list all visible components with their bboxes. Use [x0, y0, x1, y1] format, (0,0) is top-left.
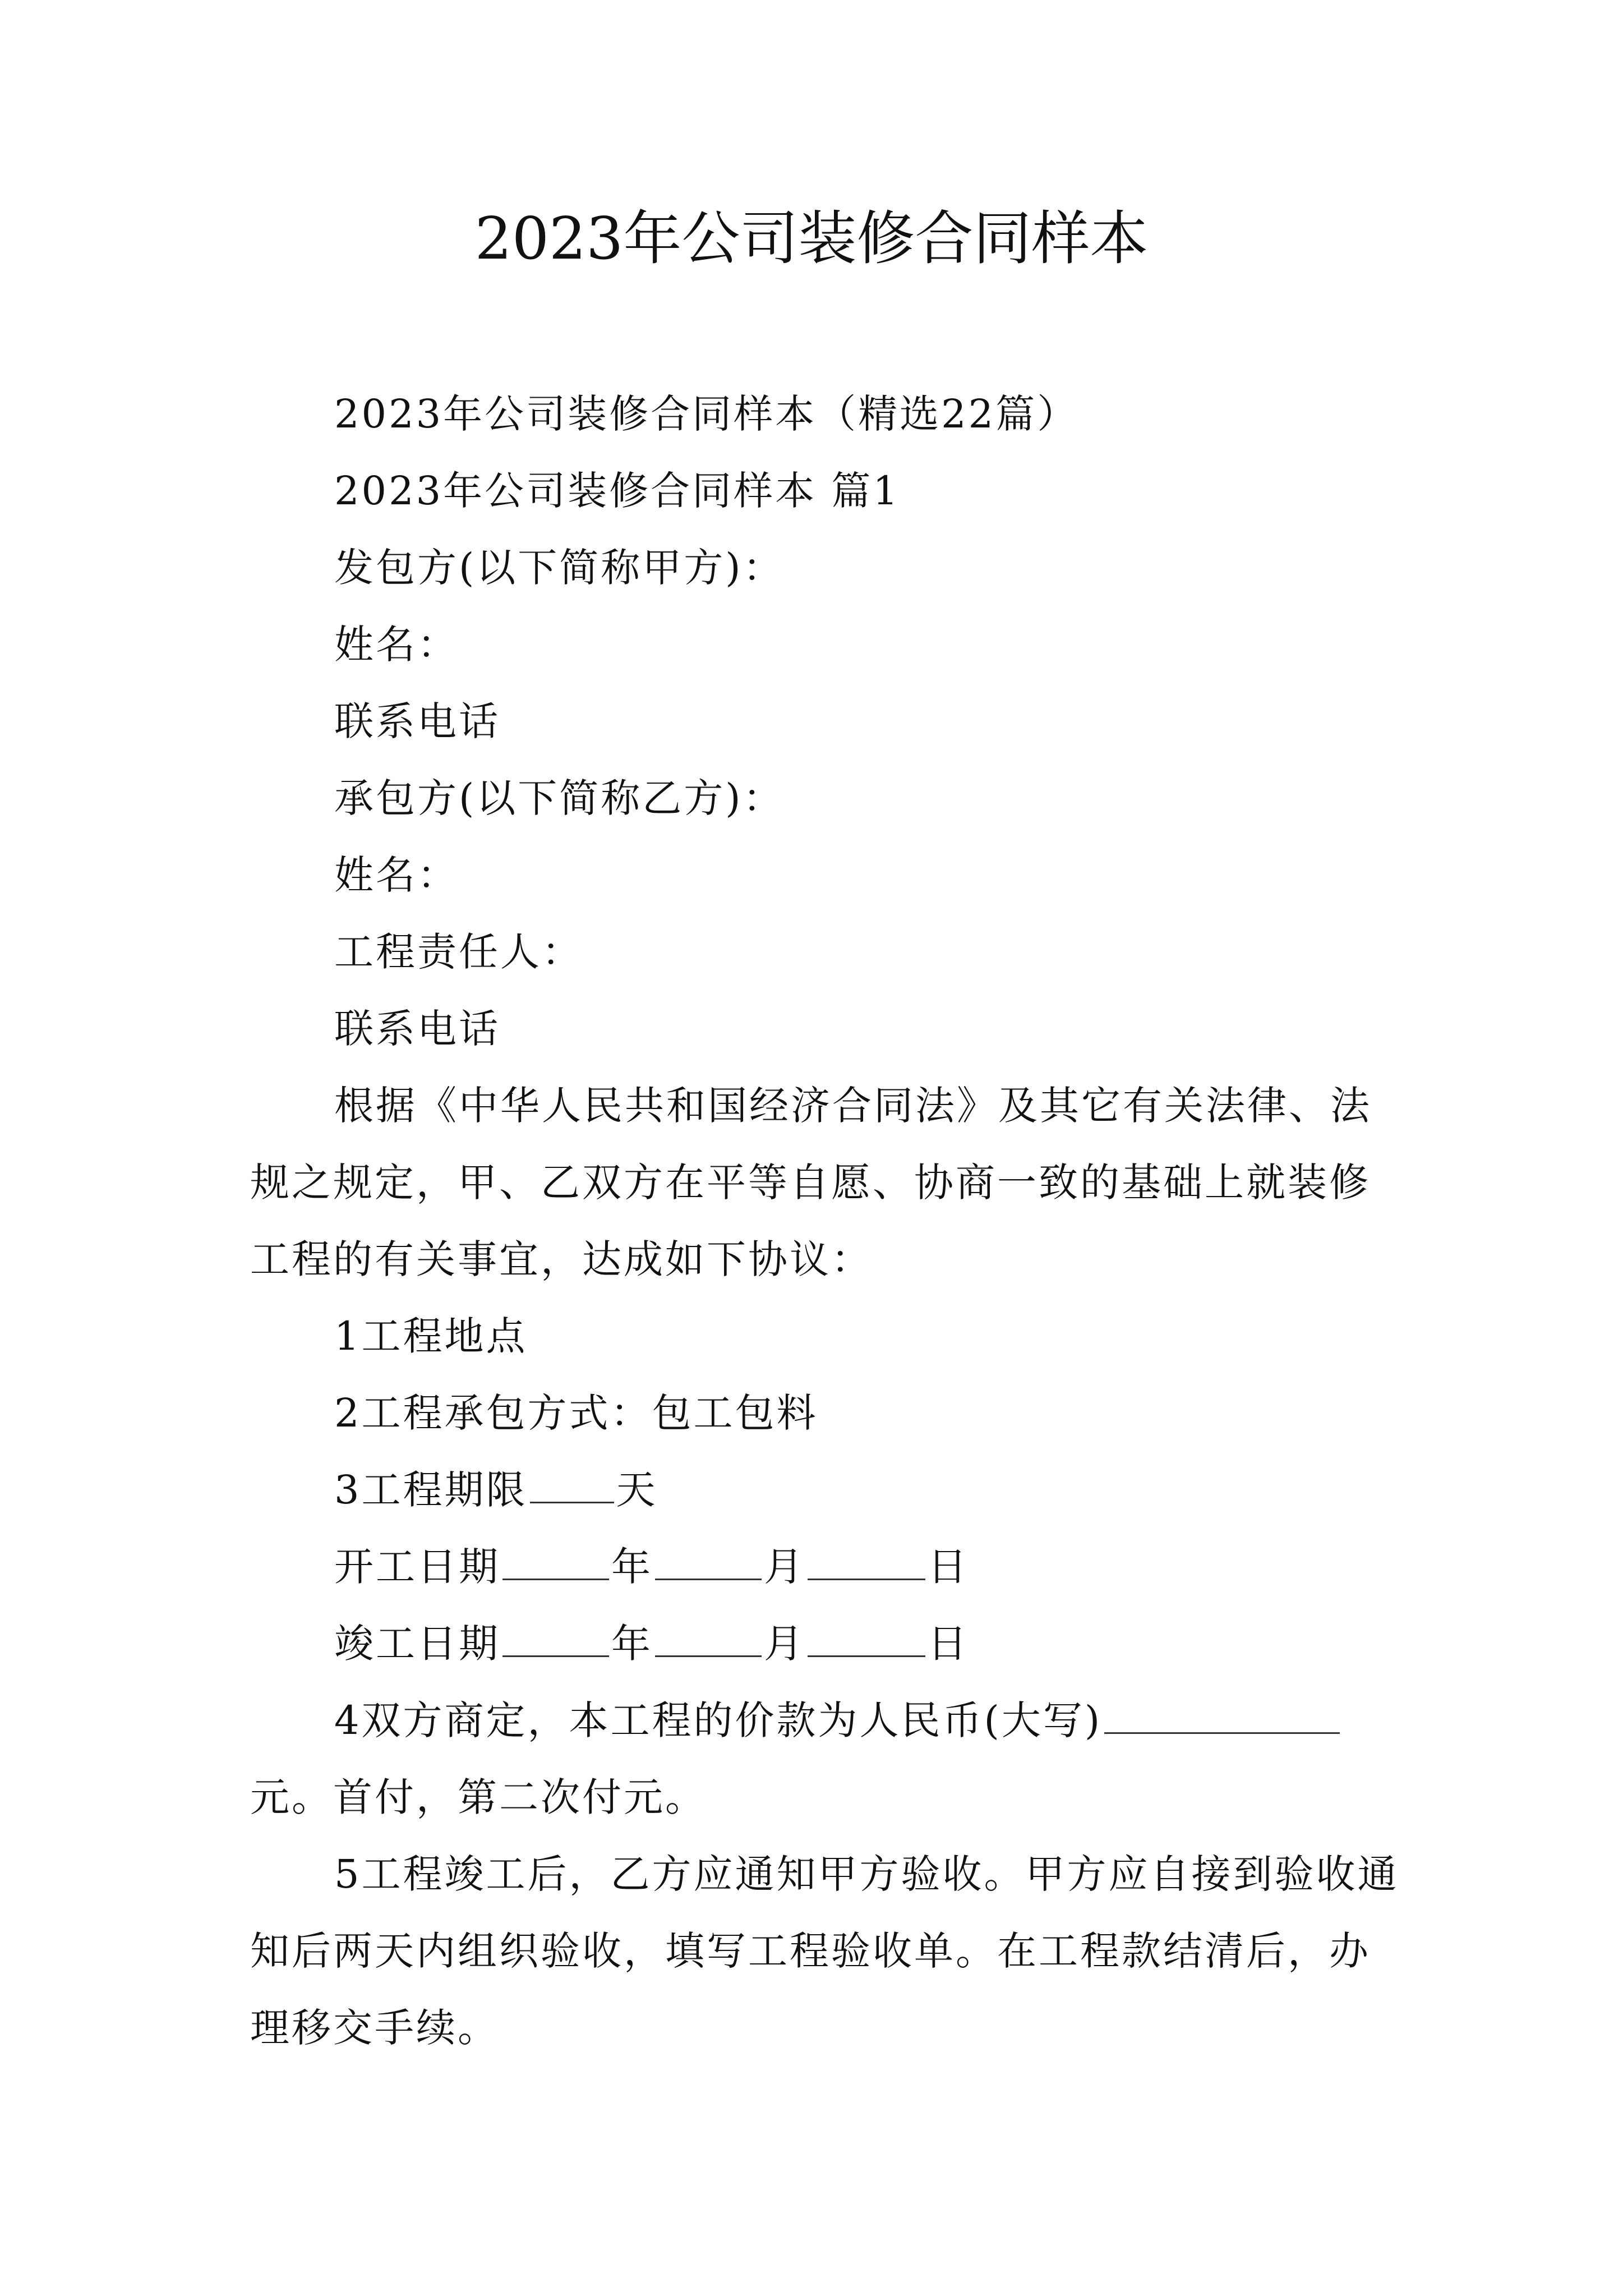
start-date-label: 开工日期 [334, 1544, 500, 1590]
clause-3 [250, 1452, 1400, 1529]
clause-5: 5工程竣工后，乙方应通知甲方验收。甲方应自接到验收通知后两天内组织验收，填写工程验收单。在工程款结清后，办理移交手续。 [250, 1851, 1399, 2051]
start-month-blank[interactable] [655, 1544, 762, 1580]
party-a-heading: 发包方(以下简称甲方)： [334, 545, 785, 591]
end-date-label: 竣工日期 [334, 1621, 500, 1667]
end-day-unit: 日 [928, 1621, 969, 1667]
party-a-name-label: 姓名： [334, 622, 459, 668]
start-day-blank[interactable] [808, 1544, 925, 1580]
end-month-unit: 月 [764, 1621, 805, 1667]
clause-4-rest: 元。首付，第二次付元。 [250, 1774, 707, 1820]
party-b-phone-label: 联系电话 [334, 1006, 500, 1052]
end-year-unit: 年 [611, 1621, 653, 1667]
clause-4-text: 4双方商定，本工程的价款为人民币(大写) [334, 1697, 1103, 1743]
start-date-line [250, 1529, 1400, 1605]
clause-2: 2工程承包方式：包工包料 [334, 1390, 818, 1436]
party-b-heading: 承包方(以下简称乙方)： [334, 775, 785, 821]
document-body [250, 376, 1400, 2067]
duration-blank[interactable] [530, 1467, 614, 1503]
clause-3-unit: 天 [616, 1467, 658, 1513]
start-day-unit: 日 [928, 1544, 969, 1590]
party-b-name-label: 姓名： [334, 852, 459, 898]
start-month-unit: 月 [764, 1544, 805, 1590]
start-year-blank[interactable] [502, 1544, 609, 1580]
clause-1: 1工程地点 [334, 1313, 528, 1359]
clause-4 [250, 1682, 1400, 1836]
end-year-blank[interactable] [502, 1621, 609, 1657]
preamble-paragraph: 根据《中华人民共和国经济合同法》及其它有关法律、法规之规定，甲、乙双方在平等自愿、协商一致的基础上就装修工程的有关事宜，达成如下协议： [250, 1083, 1372, 1282]
end-date-line [250, 1605, 1400, 1682]
document-subtitle: 2023年公司装修合同样本（精选22篇） [334, 391, 1079, 437]
document-title: 2023年公司装修合同样本 [474, 204, 1149, 273]
price-blank[interactable] [1104, 1697, 1340, 1734]
end-month-blank[interactable] [655, 1621, 762, 1657]
party-a-phone-label: 联系电话 [334, 698, 500, 744]
start-year-unit: 年 [611, 1544, 653, 1590]
section-heading: 2023年公司装修合同样本 篇1 [334, 468, 900, 514]
clause-3-text: 3工程期限 [334, 1467, 528, 1513]
party-b-manager-label: 工程责任人： [334, 929, 583, 975]
end-day-blank[interactable] [808, 1621, 925, 1657]
